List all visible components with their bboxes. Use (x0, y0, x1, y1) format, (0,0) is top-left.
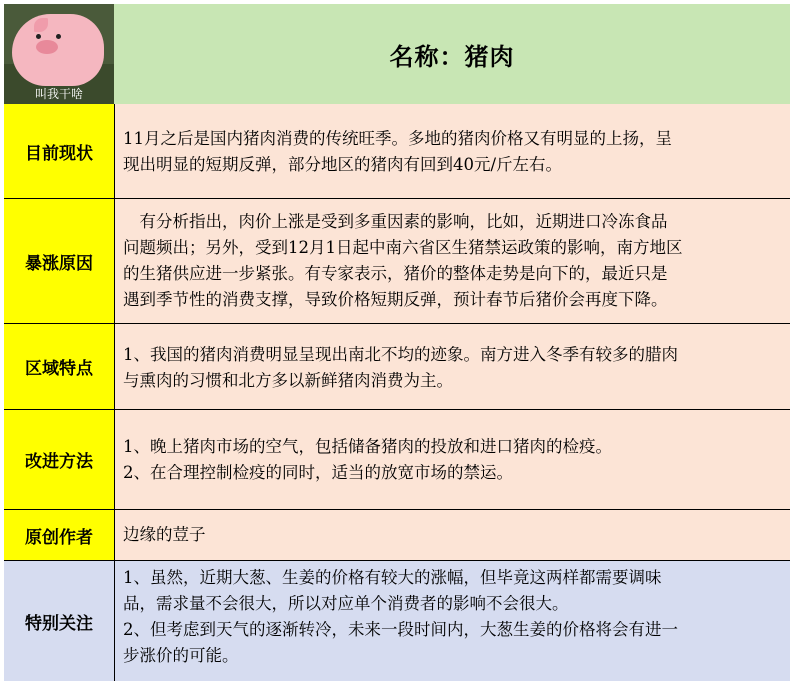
row-label: 暴涨原因 (4, 199, 115, 323)
row-surge-reason (4, 199, 790, 324)
row-current-status (4, 104, 790, 199)
row-improvement (4, 410, 790, 510)
content-line: 2、在合理控制检疫的同时，适当的放宽市场的禁运。 (123, 463, 513, 482)
content-line: 的生猪供应进一步紧张。有专家表示，猪价的整体走势是向下的，最近只是 (123, 264, 668, 283)
content-line: 现出明显的短期反弹，部分地区的猪肉有回到40元/斤左右。 (123, 155, 563, 174)
content-line: 步涨价的可能。 (123, 646, 239, 665)
content-line: 1、晚上猪肉市场的空气，包括储备猪肉的投放和进口猪肉的检疫。 (123, 437, 612, 456)
row-regional-features (4, 324, 790, 410)
row-label: 区域特点 (4, 324, 115, 409)
avatar-caption: 叫我干啥 (34, 87, 83, 101)
content-line: 遇到季节性的消费支撑，导致价格短期反弹，预计春节后猪价会再度下降。 (123, 290, 668, 309)
pig-eye-right (56, 34, 61, 39)
row-content (115, 561, 790, 681)
content-line: 1、虽然，近期大葱、生姜的价格有较大的涨幅，但毕竟这两样都需要调味 (123, 568, 662, 587)
pig-icon (12, 14, 104, 86)
row-label: 特别关注 (4, 561, 115, 681)
avatar (4, 4, 115, 104)
row-special-attention (4, 561, 790, 681)
content-line: 品，需求量不会很大，所以对应单个消费者的影响不会很大。 (123, 594, 569, 613)
content-line: 与熏肉的习惯和北方多以新鲜猪肉消费为主。 (123, 371, 453, 390)
row-label: 改进方法 (4, 410, 115, 509)
row-content (115, 104, 790, 198)
content-line: 有分析指出，肉价上涨是受到多重因素的影响，比如，近期进口冷冻食品 (123, 212, 668, 231)
row-content (115, 410, 790, 509)
row-label: 原创作者 (4, 510, 115, 560)
row-content (115, 510, 790, 560)
page-title: 名称：猪肉 (389, 41, 515, 71)
pig-snout (36, 40, 58, 54)
pig-eye-left (36, 34, 41, 39)
content-line: 11月之后是国内猪肉消费的传统旺季。多地的猪肉价格又有明显的上扬，呈 (123, 129, 672, 148)
content-line: 问题频出；另外，受到12月1日起中南六省区生猪禁运政策的影响，南方地区 (123, 238, 683, 257)
row-content (115, 324, 790, 409)
row-label: 目前现状 (4, 104, 115, 198)
row-author (4, 510, 790, 561)
content-line: 1、我国的猪肉消费明显呈现出南北不均的迹象。南方进入冬季有较多的腊肉 (123, 345, 678, 364)
pig-ear (34, 18, 48, 32)
row-content (115, 199, 790, 323)
title-cell (114, 4, 790, 105)
content-line: 2、但考虑到天气的逐渐转冷，未来一段时间内，大葱生姜的价格将会有进一 (123, 620, 678, 639)
author-name: 边缘的荳子 (123, 525, 206, 544)
